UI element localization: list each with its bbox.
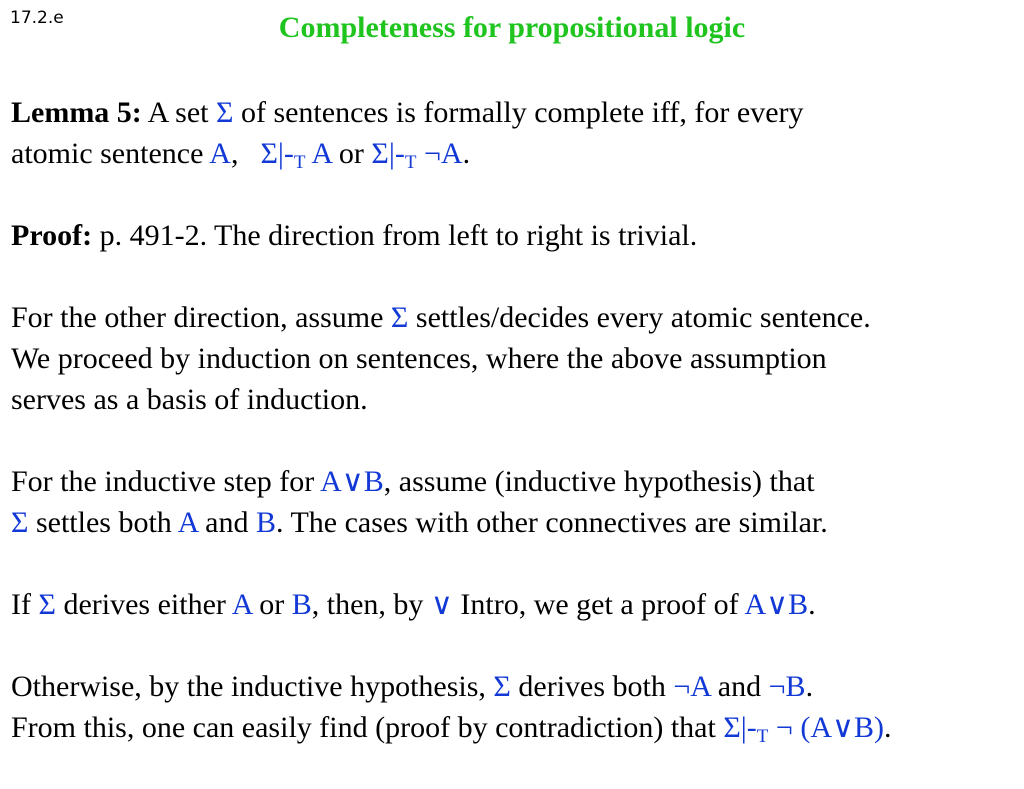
lemma-paragraph xyxy=(11,92,1016,174)
negated-atom-a xyxy=(673,670,710,703)
atom-b: B xyxy=(788,588,809,621)
sigma-symbol: Σ xyxy=(493,670,511,703)
paren-close: ) xyxy=(873,711,884,744)
direction-text: settles/decides every atomic sentence. xyxy=(408,301,871,334)
atom-a: A xyxy=(311,137,332,170)
atom-a: A xyxy=(177,506,198,539)
case-text: , then, by xyxy=(311,588,431,621)
case-text: or xyxy=(251,588,292,621)
case-one-paragraph xyxy=(11,584,1016,625)
sigma-symbol: Σ xyxy=(11,506,29,539)
disjunction-symbol: ∨ xyxy=(766,588,789,621)
atom-b: B xyxy=(363,465,384,498)
atom-b: B xyxy=(785,670,806,703)
paren-open: ( xyxy=(792,711,811,744)
disjunction-formula xyxy=(320,465,384,498)
sigma-symbol: Σ xyxy=(260,137,278,170)
case-text: Intro, we get a proof of xyxy=(452,588,745,621)
case-two-line-2 xyxy=(11,707,1016,748)
atom-a: A xyxy=(320,465,342,498)
lemma-text: or xyxy=(331,137,372,170)
negated-atom-b xyxy=(769,670,806,703)
derivability-negation-formula xyxy=(371,137,463,173)
turnstile-subscript: T xyxy=(756,726,769,747)
lemma-text: . xyxy=(462,137,471,170)
lemma-line-2 xyxy=(11,133,1016,174)
sigma-symbol: Σ xyxy=(723,711,741,744)
turnstile-symbol: |- xyxy=(388,137,405,170)
inductive-text: For the inductive step for xyxy=(11,465,321,498)
atom-a: A xyxy=(440,137,463,170)
negation-symbol: ¬ xyxy=(423,137,441,170)
case-two-line-1 xyxy=(11,666,1016,707)
atom-b: B xyxy=(853,711,874,744)
inductive-line-2 xyxy=(11,502,1016,543)
inductive-text: , assume (inductive hypothesis) that xyxy=(383,465,815,498)
inductive-text: . The cases with other connectives are similar. xyxy=(276,506,828,539)
case-two-paragraph xyxy=(11,666,1016,748)
sigma-symbol: Σ xyxy=(38,588,56,621)
proof-text: p. 491-2. The direction from left to right is trivial. xyxy=(92,219,698,252)
lemma-text: A set xyxy=(141,96,216,129)
case-text: . xyxy=(883,711,892,744)
case-text: derives both xyxy=(510,670,674,703)
atom-a: A xyxy=(744,588,767,621)
disjunction-symbol: ∨ xyxy=(430,588,453,621)
direction-text: For the other direction, assume xyxy=(11,301,391,334)
turnstile-symbol: |- xyxy=(277,137,294,170)
sigma-symbol: Σ xyxy=(215,96,234,129)
slide-body xyxy=(11,92,1016,789)
negation-symbol: ¬ xyxy=(768,670,786,703)
turnstile-subscript: T xyxy=(404,152,417,173)
lemma-line-1 xyxy=(11,92,1016,133)
case-text: If xyxy=(11,588,39,621)
lemma-label: Lemma 5: xyxy=(11,96,142,129)
lemma-text: atomic sentence xyxy=(11,137,210,170)
slide-number: 17.2.e xyxy=(10,8,64,28)
direction-line-2: We proceed by induction on sentences, where the above assumption xyxy=(11,342,827,375)
inductive-paragraph xyxy=(11,461,1016,543)
atom-a: A xyxy=(810,711,832,744)
proof-label: Proof: xyxy=(11,219,93,252)
sigma-symbol: Σ xyxy=(390,301,409,334)
case-text: From this, one can easily find (proof by contradiction) that xyxy=(11,711,724,744)
disjunction-symbol: ∨ xyxy=(341,465,364,498)
sigma-symbol: Σ xyxy=(371,137,389,170)
case-text: . xyxy=(805,670,814,703)
disjunction-symbol: ∨ xyxy=(832,711,854,744)
case-text: derives either xyxy=(55,588,232,621)
proof-paragraph xyxy=(11,215,1016,256)
negation-symbol: ¬ xyxy=(775,711,793,744)
atom-a: A xyxy=(231,588,252,621)
derivability-negated-disjunction xyxy=(723,711,884,747)
turnstile-subscript: T xyxy=(293,152,306,173)
turnstile-symbol: |- xyxy=(740,711,757,744)
lemma-text: , xyxy=(230,137,239,170)
case-text: Otherwise, by the inductive hypothesis, xyxy=(11,670,494,703)
atom-a: A xyxy=(209,137,231,170)
lemma-text: of sentences is formally complete iff, for every xyxy=(233,96,804,129)
atom-b: B xyxy=(291,588,312,621)
derivability-formula xyxy=(260,137,332,173)
atom-a: A xyxy=(690,670,711,703)
atom-b: B xyxy=(255,506,276,539)
case-text: and xyxy=(710,670,769,703)
negation-symbol: ¬ xyxy=(673,670,691,703)
case-text: . xyxy=(808,588,816,621)
inductive-text: settles both xyxy=(28,506,178,539)
inductive-text: and xyxy=(197,506,256,539)
slide-title: Completeness for propositional logic xyxy=(278,11,746,44)
direction-line-3: serves as a basis of induction. xyxy=(11,383,368,416)
disjunction-formula xyxy=(744,588,808,621)
inductive-line-1 xyxy=(11,461,1016,502)
direction-line-1 xyxy=(11,297,1016,338)
direction-paragraph xyxy=(11,297,1016,420)
